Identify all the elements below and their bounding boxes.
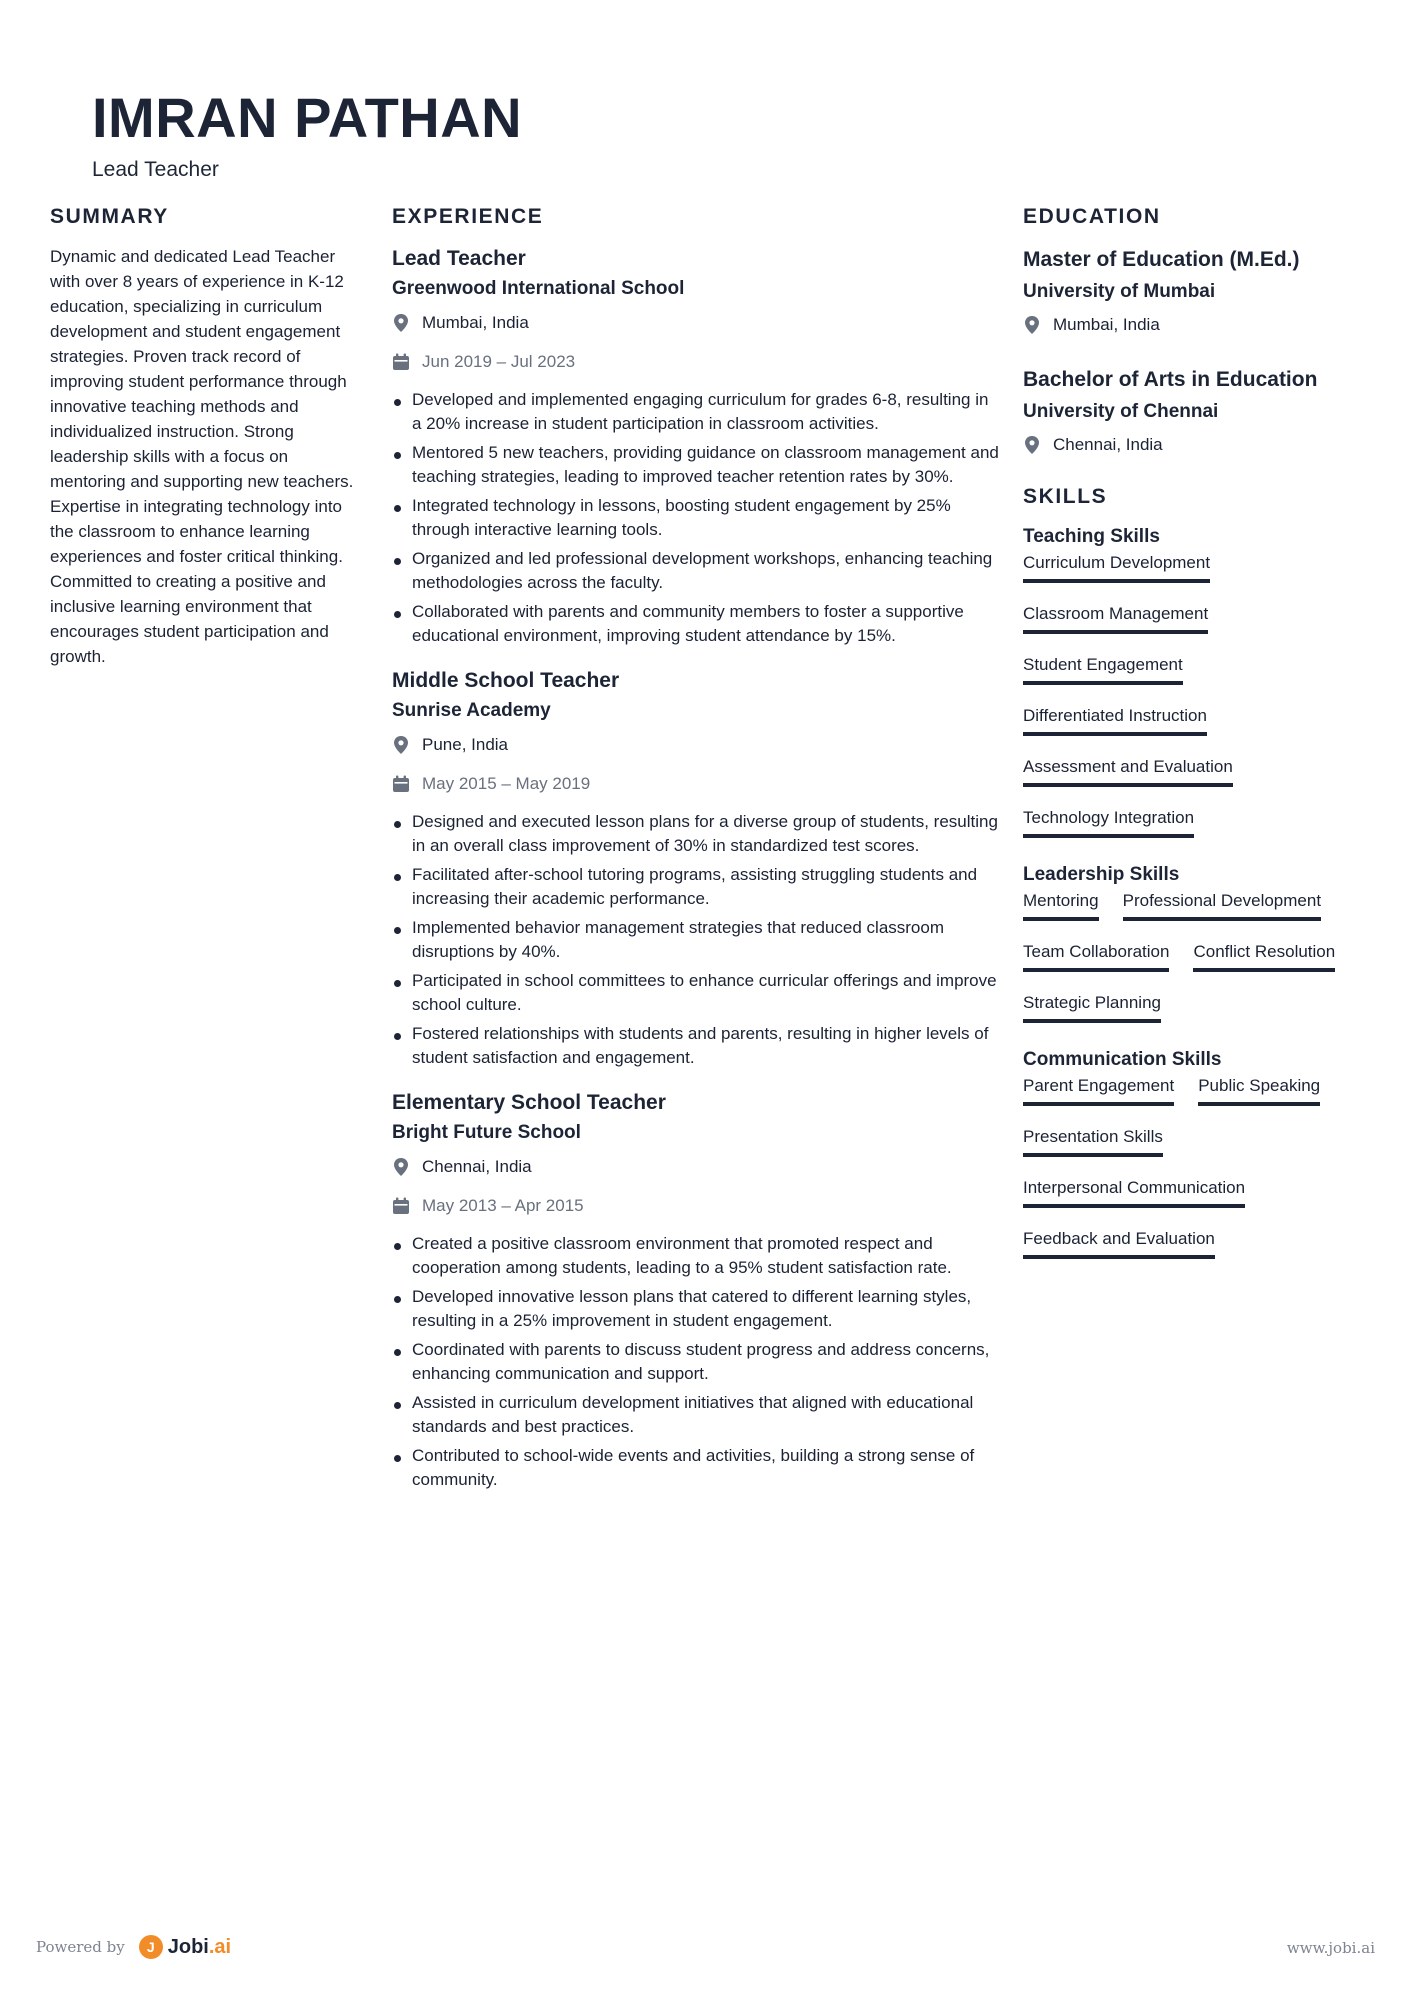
job-title: Elementary School Teacher <box>392 1091 666 1114</box>
skill-tag: Student Engagement <box>1023 652 1183 685</box>
experience-heading: EXPERIENCE <box>392 205 544 228</box>
job-bullet: Implemented behavior management strategies that reduced classroom disruptions by 40%. <box>392 916 1002 964</box>
experience-section <box>392 204 1002 1510</box>
location-text: Mumbai, India <box>1053 315 1160 334</box>
summary-section <box>50 204 358 669</box>
date-range: May 2013 – Apr 2015 <box>422 1196 584 1215</box>
skill-tag: Differentiated Instruction <box>1023 703 1207 736</box>
job-entry <box>392 244 1002 648</box>
skill-tag: Assessment and Evaluation <box>1023 754 1233 787</box>
map-pin-icon <box>392 314 410 332</box>
job-bullet: Developed and implemented engaging curriculum for grades 6-8, resulting in a 20% increase in student participation in classroom activities. <box>392 388 1002 436</box>
skill-tag: Professional Development <box>1123 888 1321 921</box>
date-row <box>392 349 1002 375</box>
footer-branding <box>36 1935 231 1959</box>
job-bullet: Facilitated after-school tutoring programs, assisting struggling students and increasing their academic performance. <box>392 863 1002 911</box>
logo-suffix: .ai <box>208 1935 232 1958</box>
date-row <box>392 771 1002 797</box>
job-bullet: Fostered relationships with students and parents, resulting in higher levels of student satisfaction and engagement. <box>392 1022 1002 1070</box>
location-text: Chennai, India <box>1053 435 1163 454</box>
calendar-icon <box>392 1197 410 1215</box>
skill-tag: Conflict Resolution <box>1193 939 1335 972</box>
skill-group-title: Teaching Skills <box>1023 526 1160 547</box>
job-company: Sunrise Academy <box>392 700 551 721</box>
map-pin-icon <box>1023 316 1041 334</box>
job-bullet: Mentored 5 new teachers, providing guidance on classroom management and teaching strategies, leading to improved teacher retention rates by 30%. <box>392 441 1002 489</box>
powered-by-text: Powered by <box>36 1938 125 1956</box>
candidate-name: IMRAN PATHAN <box>92 86 523 149</box>
job-bullet-list <box>392 810 1002 1070</box>
summary-heading: SUMMARY <box>50 205 169 228</box>
footer-website-link[interactable]: www.jobi.ai <box>1286 1939 1375 1957</box>
skill-tag: Interpersonal Communication <box>1023 1175 1245 1208</box>
skill-group <box>1023 862 1373 1041</box>
location-row <box>392 310 1002 336</box>
job-bullet: Created a positive classroom environment that promoted respect and cooperation among students, leading to a 95% student satisfaction rate. <box>392 1232 1002 1280</box>
school-name: University of Chennai <box>1023 401 1219 422</box>
skills-heading: SKILLS <box>1023 485 1108 508</box>
school-name: University of Mumbai <box>1023 281 1216 302</box>
skill-tag-list <box>1023 550 1373 856</box>
job-title: Lead Teacher <box>392 247 526 270</box>
calendar-icon <box>392 353 410 371</box>
location-row <box>1023 312 1373 338</box>
skill-group-title: Leadership Skills <box>1023 864 1180 885</box>
job-company: Greenwood International School <box>392 278 685 299</box>
skill-tag: Team Collaboration <box>1023 939 1169 972</box>
skill-tag: Technology Integration <box>1023 805 1194 838</box>
jobi-logo-icon: J <box>139 1935 163 1959</box>
location-row <box>392 732 1002 758</box>
skill-tag: Classroom Management <box>1023 601 1208 634</box>
skill-tag-list <box>1023 888 1373 1041</box>
location-text: Pune, India <box>422 735 509 754</box>
right-column <box>1023 204 1373 1283</box>
education-heading: EDUCATION <box>1023 205 1161 228</box>
skill-tag: Public Speaking <box>1198 1073 1320 1106</box>
job-bullet: Collaborated with parents and community members to foster a supportive educational environment, improving student attendance by 15%. <box>392 600 1002 648</box>
job-entry <box>392 1088 1002 1492</box>
location-text: Chennai, India <box>422 1157 532 1176</box>
job-bullet: Assisted in curriculum development initiatives that aligned with educational standards and best practices. <box>392 1391 1002 1439</box>
job-bullet: Developed innovative lesson plans that catered to different learning styles, resulting in a 25% improvement in student engagement. <box>392 1285 1002 1333</box>
map-pin-icon <box>392 736 410 754</box>
skill-group <box>1023 524 1373 856</box>
candidate-title: Lead Teacher <box>92 158 219 181</box>
skill-tag: Curriculum Development <box>1023 550 1210 583</box>
date-range: Jun 2019 – Jul 2023 <box>422 352 576 371</box>
skill-tag: Feedback and Evaluation <box>1023 1226 1215 1259</box>
calendar-icon <box>392 775 410 793</box>
skill-groups <box>1023 524 1373 1277</box>
education-entry <box>1023 364 1373 458</box>
summary-text: Dynamic and dedicated Lead Teacher with over 8 years of experience in K-12 education, specializing in curriculum development and student engagement strategies. Proven track record of improving student performance through innovative teaching methods and individualized instruction. Strong leadership skills with a focus on mentoring and supporting new teachers. Expertise in integrating technology into the classroom to enhance learning experiences and foster critical thinking. Committed to creating a positive and inclusive learning environment that encourages student participation and growth. <box>50 247 354 666</box>
job-company: Bright Future School <box>392 1122 581 1143</box>
location-row <box>1023 432 1373 458</box>
education-entry <box>1023 244 1373 338</box>
education-list <box>1023 244 1373 458</box>
skill-tag: Strategic Planning <box>1023 990 1161 1023</box>
jobi-logo-text[interactable] <box>168 1936 231 1959</box>
map-pin-icon <box>392 1158 410 1176</box>
location-row <box>392 1154 1002 1180</box>
map-pin-icon <box>1023 436 1041 454</box>
job-title: Middle School Teacher <box>392 669 620 692</box>
skill-tag: Mentoring <box>1023 888 1099 921</box>
job-entry <box>392 666 1002 1070</box>
job-bullet-list <box>392 388 1002 648</box>
skill-tag: Presentation Skills <box>1023 1124 1163 1157</box>
logo-name: Jobi <box>167 1935 209 1958</box>
job-list <box>392 244 1002 1492</box>
date-range: May 2015 – May 2019 <box>422 774 591 793</box>
resume-header <box>92 84 522 182</box>
skill-tag: Parent Engagement <box>1023 1073 1174 1106</box>
location-text: Mumbai, India <box>422 313 529 332</box>
skill-group <box>1023 1047 1373 1277</box>
skill-group-title: Communication Skills <box>1023 1049 1222 1070</box>
job-bullet: Integrated technology in lessons, boosting student engagement by 25% through interactive learning tools. <box>392 494 1002 542</box>
job-bullet: Contributed to school-wide events and activities, building a strong sense of community. <box>392 1444 1002 1492</box>
degree-name: Bachelor of Arts in Education <box>1023 368 1318 391</box>
job-bullet: Organized and led professional development workshops, enhancing teaching methodologies across the faculty. <box>392 547 1002 595</box>
date-row <box>392 1193 1002 1219</box>
degree-name: Master of Education (M.Ed.) <box>1023 248 1300 271</box>
job-bullet: Designed and executed lesson plans for a diverse group of students, resulting in an overall class improvement of 30% in standardized test scores. <box>392 810 1002 858</box>
job-bullet: Coordinated with parents to discuss student progress and address concerns, enhancing communication and support. <box>392 1338 1002 1386</box>
job-bullet: Participated in school committees to enhance curricular offerings and improve school culture. <box>392 969 1002 1017</box>
job-bullet-list <box>392 1232 1002 1492</box>
skill-tag-list <box>1023 1073 1373 1277</box>
